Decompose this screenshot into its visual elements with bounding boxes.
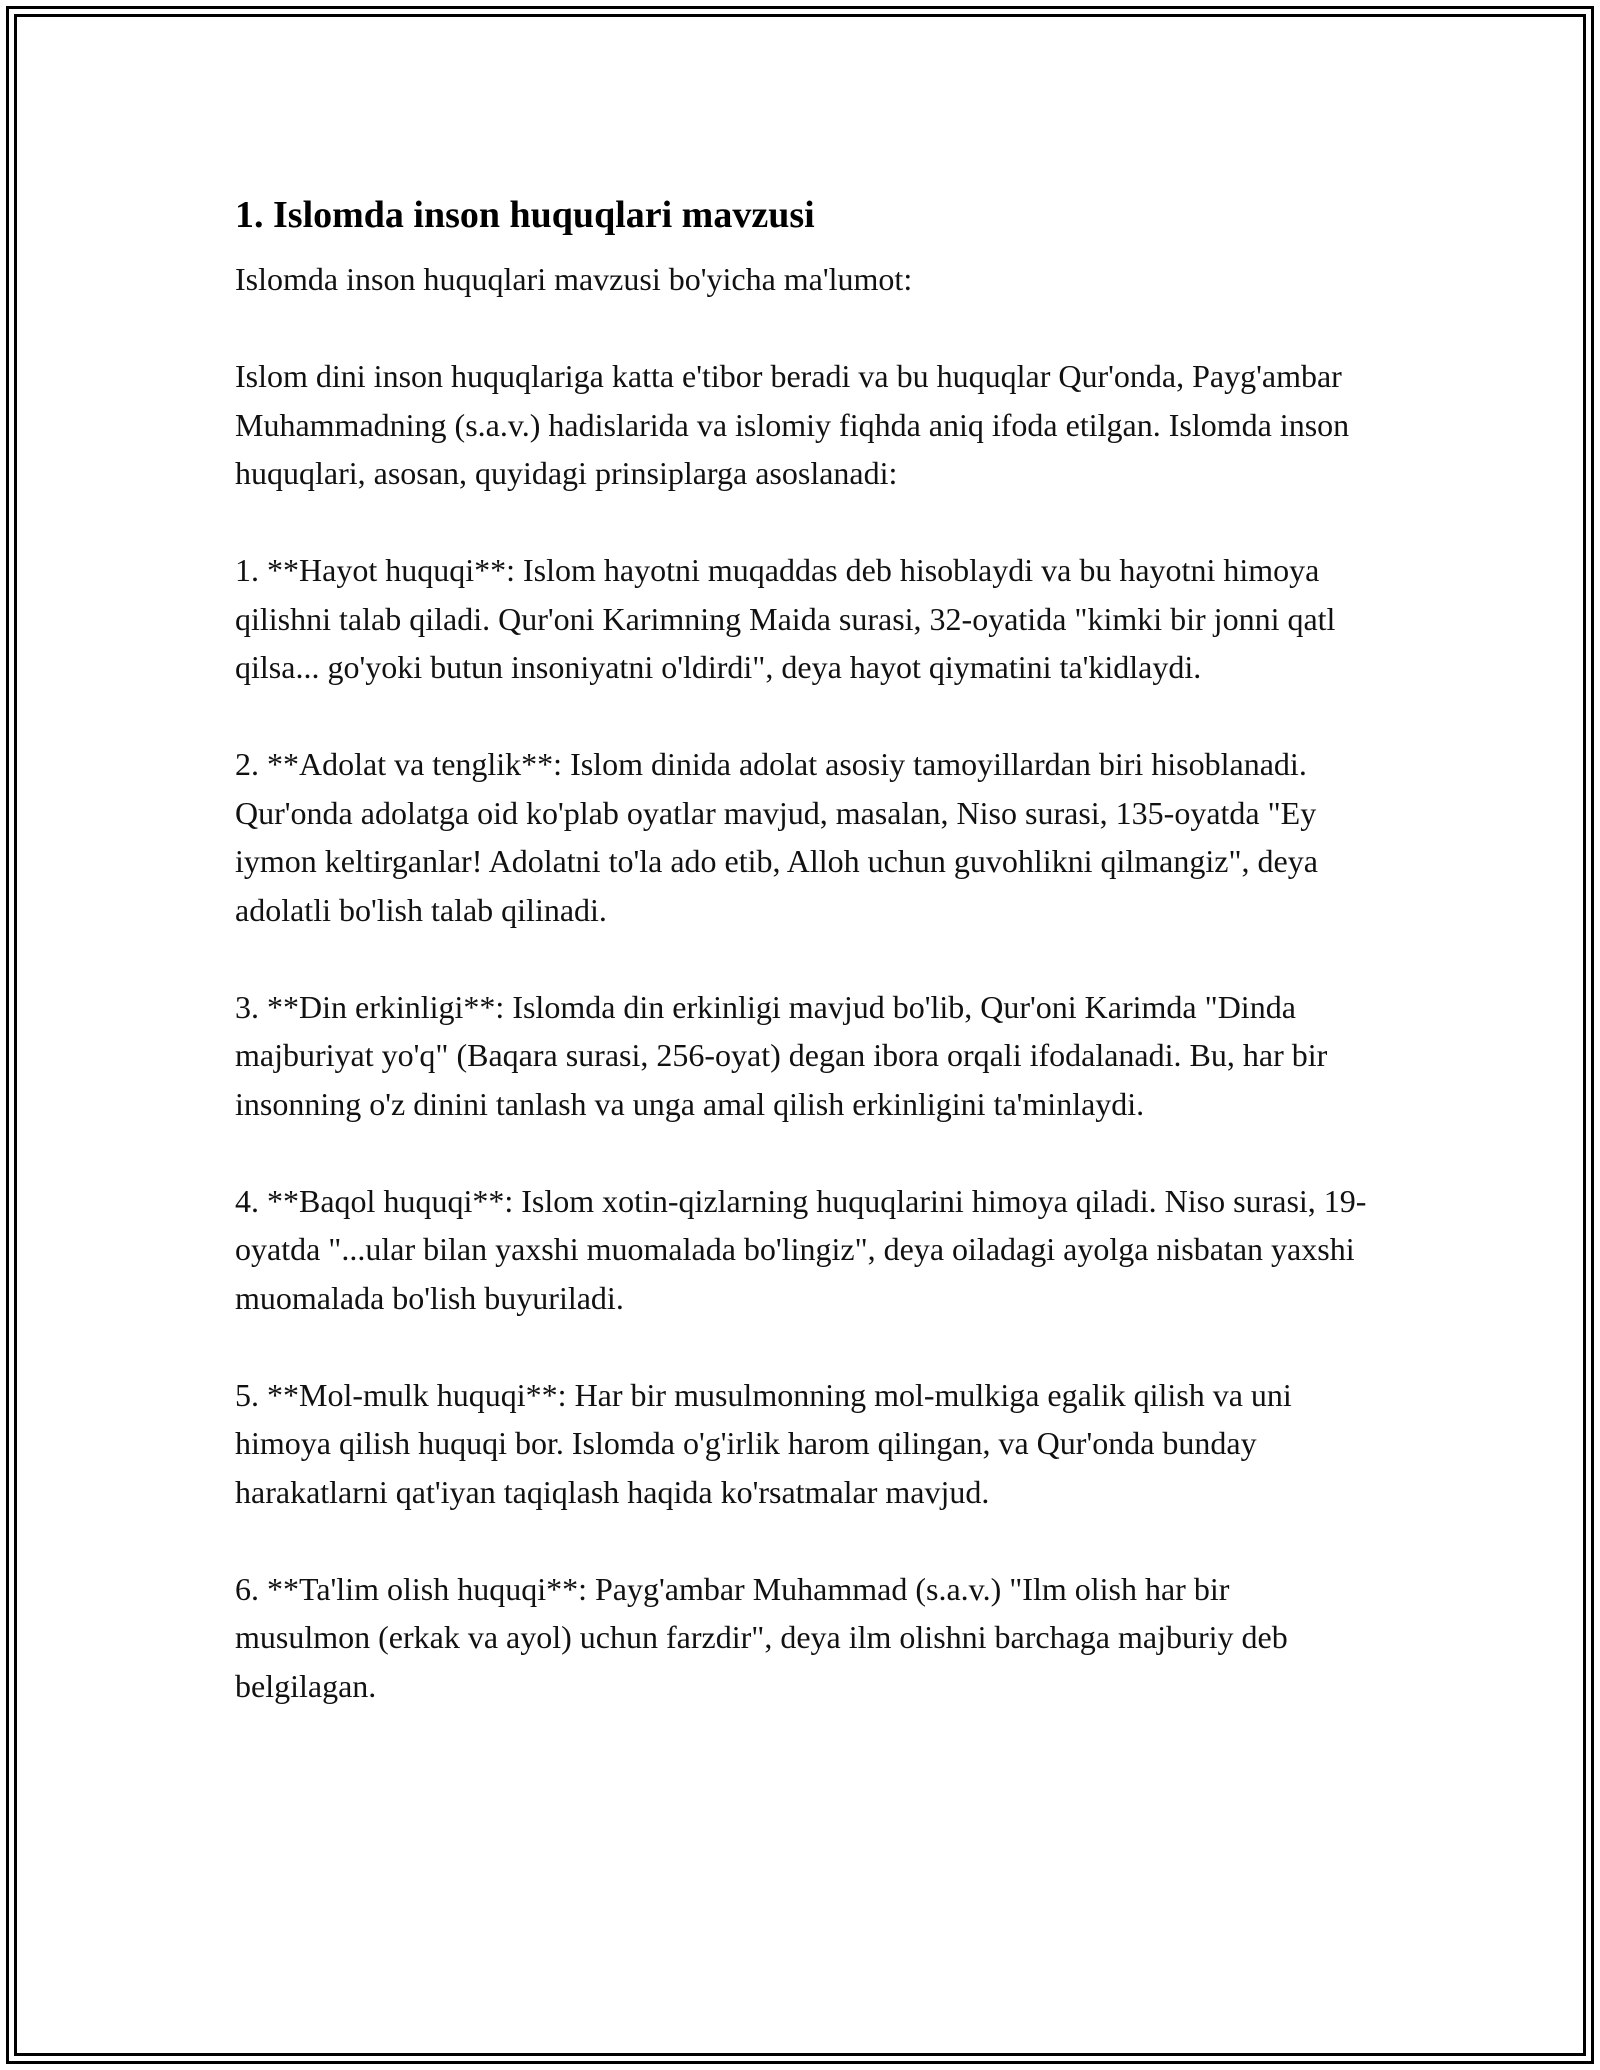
item-property-right: 5. **Mol-mulk huquqi**: Har bir musulmonning mol-mulkiga egalik qilish va uni himoya qilish huquqi bor. Islomda o'g'irlik harom qilingan, va Qur'onda bunday harakatlarni qat'iyan taqiqlash haqida ko'rsatmalar mavjud. (235, 1376, 1292, 1510)
item-women-rights: 4. **Baqol huquqi**: Islom xotin-qizlarning huquqlarini himoya qiladi. Niso surasi, 19-oyatda "...ular bilan yaxshi muomalada bo'lingiz", deya oiladagi ayolga nisbatan yaxshi muomalada bo'lish buyuriladi. (235, 1182, 1367, 1316)
item-justice-equality: 2. **Adolat va tenglik**: Islom dinida adolat asosiy tamoyillardan biri hisoblanadi. Qur'onda adolatga oid ko'plab oyatlar mavjud, masalan, Niso surasi, 135-oyatda "Ey iymon keltirganlar! Adolatni to'la ado etib, Alloh uchun guvohlikni qilmangiz", deya adolatli bo'lish talab qilinadi. (235, 746, 1318, 928)
intro-line: Islomda inson huquqlari mavzusi bo'yicha ma'lumot: (235, 261, 913, 297)
document-body (235, 185, 1370, 1759)
document-title: 1. Islomda inson huquqlari mavzusi (235, 194, 815, 236)
item-life-right: 1. **Hayot huquqi**: Islom hayotni muqaddas deb hisoblaydi va bu hayotni himoya qilishni talab qiladi. Qur'oni Karimning Maida surasi, 32-oyatida "kimki bir jonni qatl qilsa... go'yoki butun insoniyatni o'ldirdi", deya hayot qiymatini ta'kidlaydi. (235, 552, 1336, 685)
item-religious-freedom: 3. **Din erkinligi**: Islomda din erkinligi mavjud bo'lib, Qur'oni Karimda "Dinda majburiyat yo'q" (Baqara surasi, 256-oyat) degan ibora orqali ifodalanadi. Bu, har bir insonning o'z dinini tanlash va unga amal qilish erkinligini ta'minlaydi. (235, 988, 1328, 1122)
intro-paragraph: Islom dini inson huquqlariga katta e'tibor beradi va bu huquqlar Qur'onda, Payg'ambar Muhammadning (s.a.v.) hadislarida va islomiy fiqhda aniq ifoda etilgan. Islomda inson huquqlari, asosan, quyidagi prinsiplarga asoslanadi: (235, 358, 1350, 491)
item-education-right: 6. **Ta'lim olish huquqi**: Payg'ambar Muhammad (s.a.v.) "Ilm olish har bir musulmon (erkak va ayol) uchun farzdir", deya ilm olishni barchaga majburiy deb belgilagan. (235, 1570, 1288, 1704)
